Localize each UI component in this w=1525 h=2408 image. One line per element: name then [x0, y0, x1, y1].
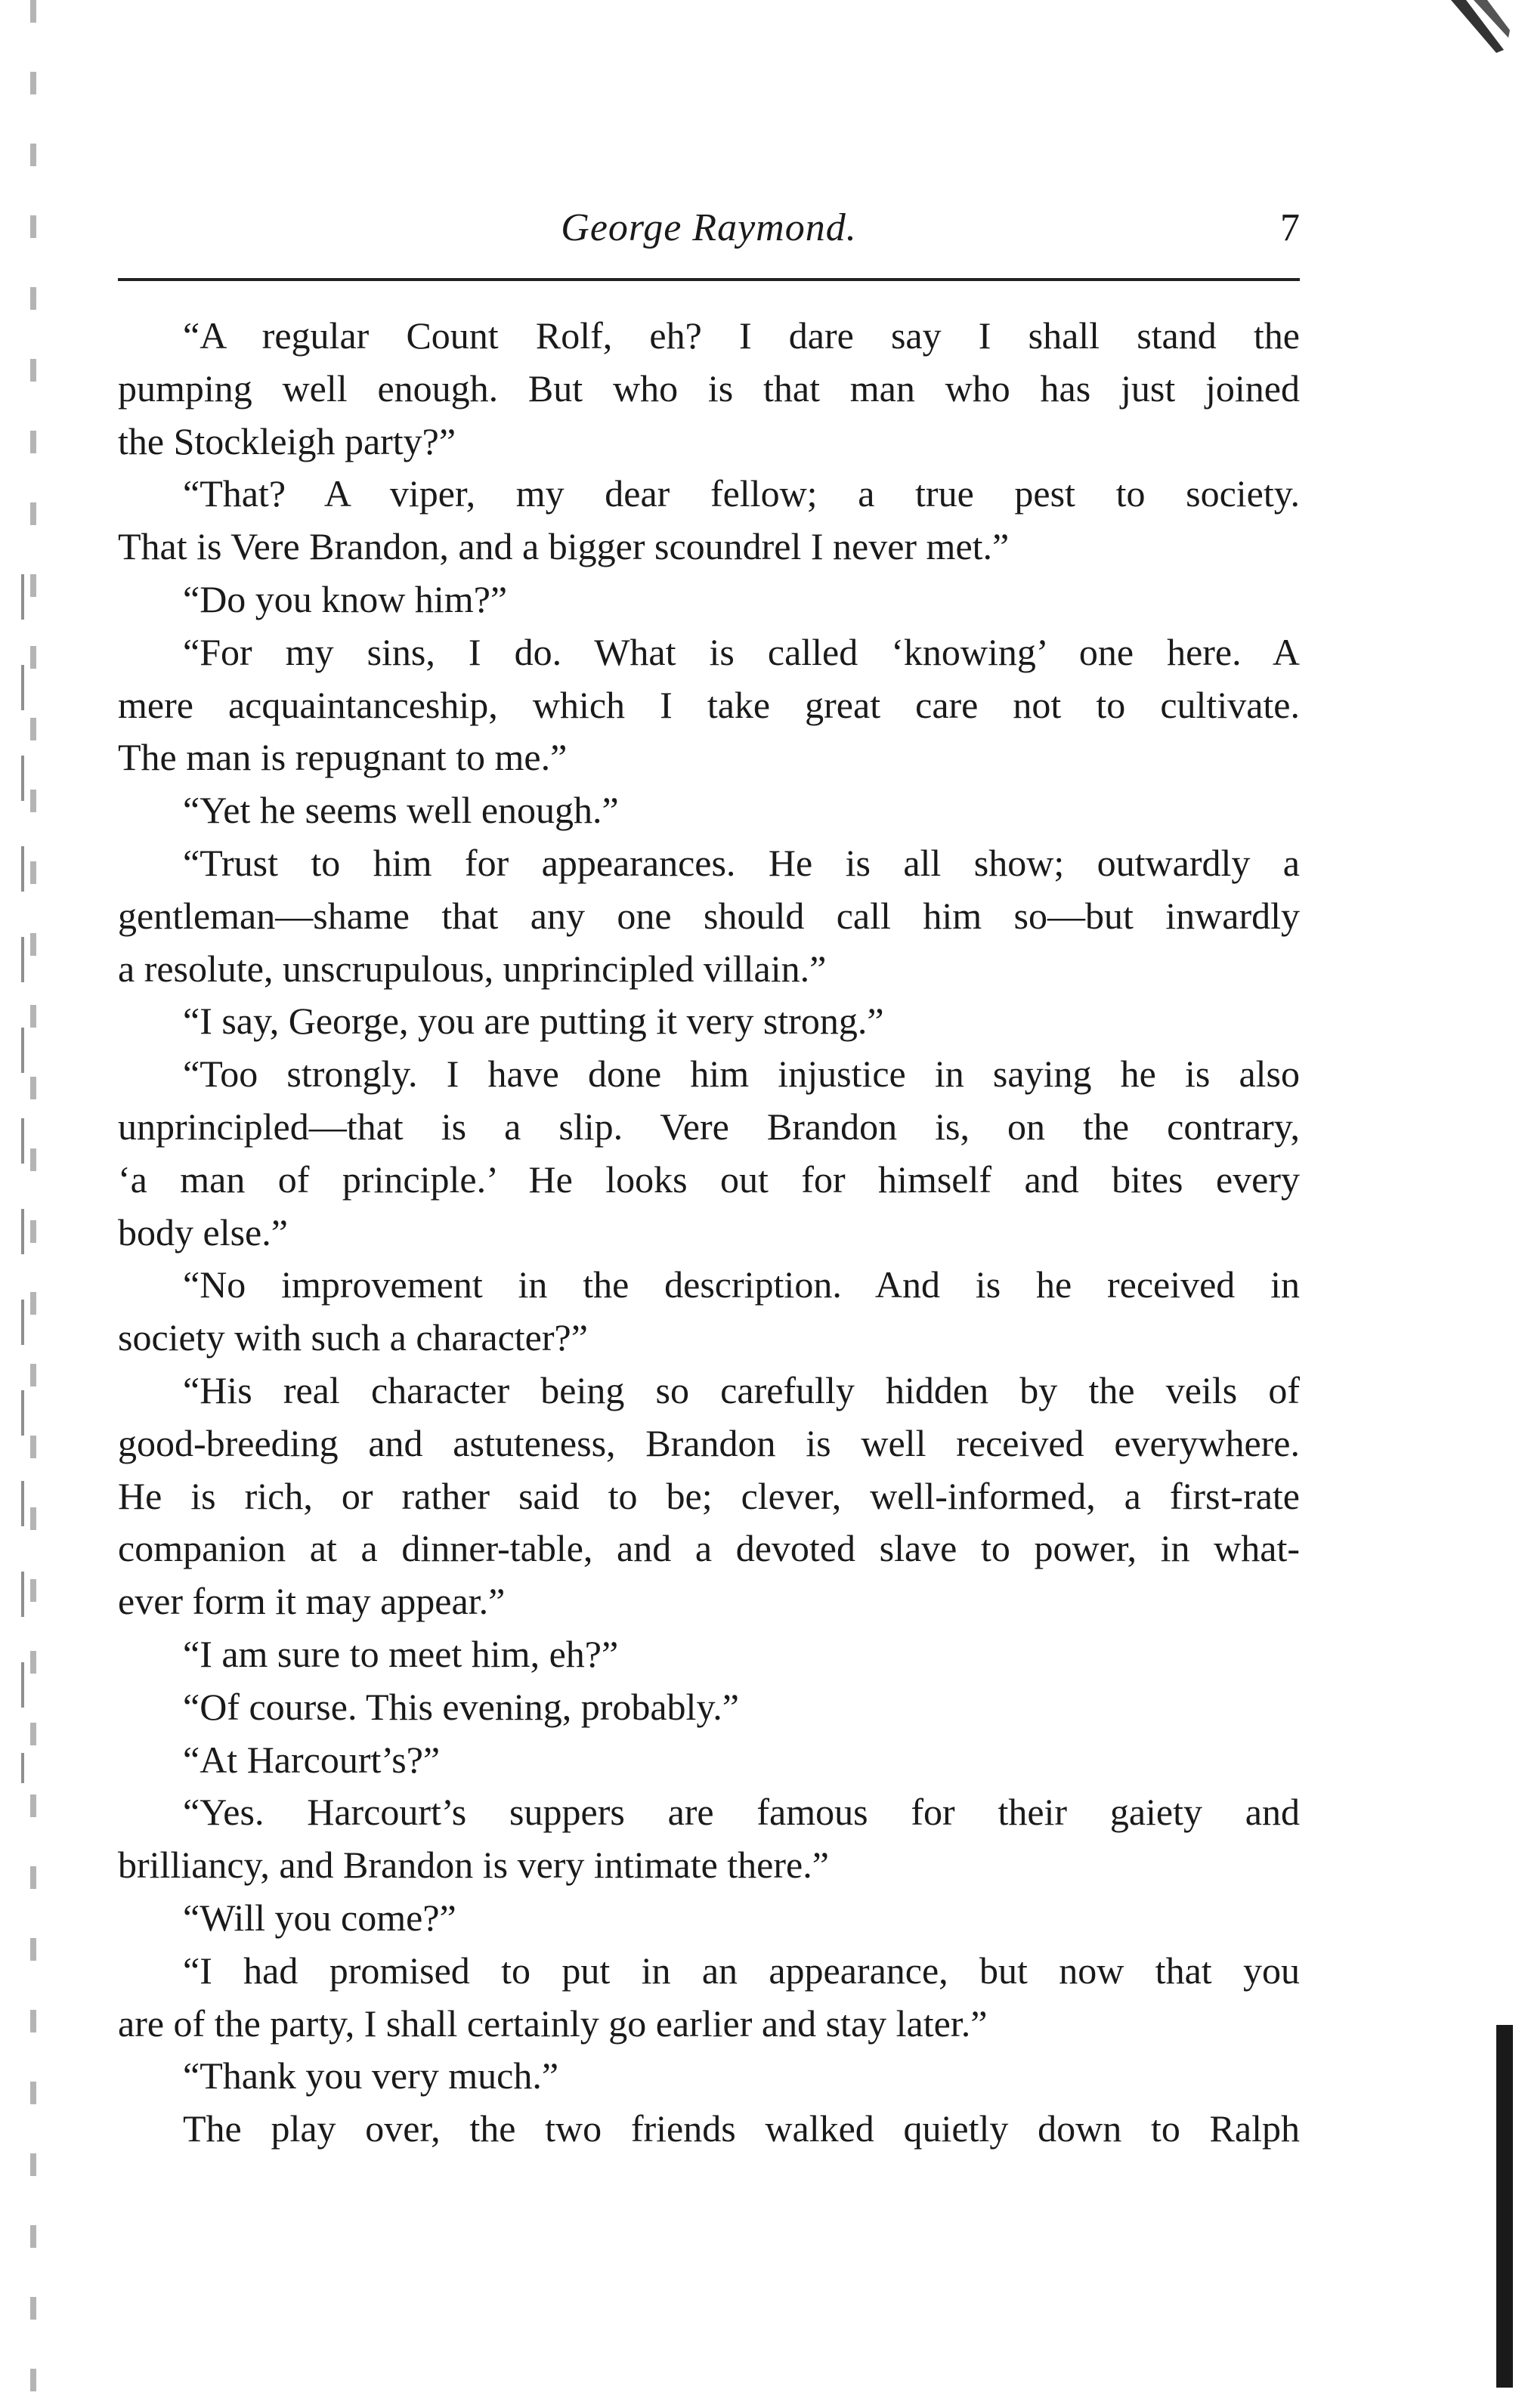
- text-line: good-breeding and astuteness, Brandon is well received everywhere.: [118, 1421, 1300, 1464]
- text-line: He is rich, or rather said to be; clever, well-informed, a first-rate: [118, 1474, 1300, 1517]
- text-line: “I am sure to meet him, eh?”: [183, 1632, 619, 1675]
- text-line: “I had promised to put in an appearance, but now that you: [183, 1949, 1300, 1992]
- text-line: The play over, the two friends walked quietly down to Ralph: [183, 2107, 1300, 2150]
- text-line: are of the party, I shall certainly go earlier and stay later.”: [118, 2002, 988, 2045]
- text-line: society with such a character?”: [118, 1316, 588, 1359]
- text-line: “That? A viper, my dear fellow; a true pest to society.: [183, 472, 1300, 515]
- text-line: body else.”: [118, 1210, 288, 1253]
- text-line: “Of course. This evening, probably.”: [183, 1685, 739, 1728]
- text-line: unprincipled—that is a slip. Vere Brandon is, on the contrary,: [118, 1105, 1300, 1148]
- body-text: [118, 310, 1300, 2156]
- text-line: “Do you know him?”: [183, 577, 508, 620]
- text-line: “Thank you very much.”: [183, 2054, 559, 2097]
- text-line: The man is repugnant to me.”: [118, 736, 568, 779]
- text-line: “Trust to him for appearances. He is all show; outwardly a: [183, 841, 1300, 884]
- text-line: a resolute, unscrupulous, unprincipled villain.”: [118, 947, 827, 990]
- page-number: 7: [1280, 206, 1300, 249]
- text-line: “A regular Count Rolf, eh? I dare say I shall stand the: [183, 314, 1300, 357]
- text-line: pumping well enough. But who is that man who has just joined: [118, 366, 1300, 410]
- text-line: ever form it may appear.”: [118, 1580, 506, 1623]
- text-line: “Yes. Harcourt’s suppers are famous for their gaiety and: [183, 1791, 1300, 1834]
- page-corner-artifact: [1443, 0, 1511, 60]
- text-line: “At Harcourt’s?”: [183, 1738, 441, 1781]
- text-line: “Too strongly. I have done him injustice in saying he is also: [183, 1053, 1300, 1096]
- text-line: mere acquaintanceship, which I take great care not to cultivate.: [118, 683, 1300, 726]
- text-line: “For my sins, I do. What is called ‘knowing’ one here. A: [183, 630, 1300, 673]
- binding-shadow-left: [30, 0, 36, 2408]
- text-line: “No improvement in the description. And is he received in: [183, 1263, 1300, 1306]
- text-line: “Yet he seems well enough.”: [183, 789, 619, 832]
- page-header: [118, 198, 1300, 258]
- binding-shadow-right: [1496, 2025, 1513, 2388]
- text-line: “I say, George, you are putting it very strong.”: [183, 1000, 884, 1043]
- running-title: George Raymond.: [561, 206, 857, 249]
- text-line: gentleman—shame that any one should call him so—but inwardly: [118, 894, 1300, 937]
- text-line: “His real character being so carefully hidden by the veils of: [183, 1368, 1300, 1411]
- text-line: “Will you come?”: [183, 1896, 456, 1939]
- text-line: brilliancy, and Brandon is very intimate there.”: [118, 1844, 829, 1887]
- binding-shadow-left-inner: [21, 574, 24, 1783]
- text-line: the Stockleigh party?”: [118, 419, 456, 462]
- text-line: That is Vere Brandon, and a bigger scoundrel I never met.”: [118, 525, 1010, 568]
- text-line: companion at a dinner-table, and a devoted slave to power, in what-: [118, 1527, 1300, 1570]
- header-rule: [118, 278, 1300, 281]
- text-line: ‘a man of principle.’ He looks out for himself and bites every: [118, 1158, 1300, 1201]
